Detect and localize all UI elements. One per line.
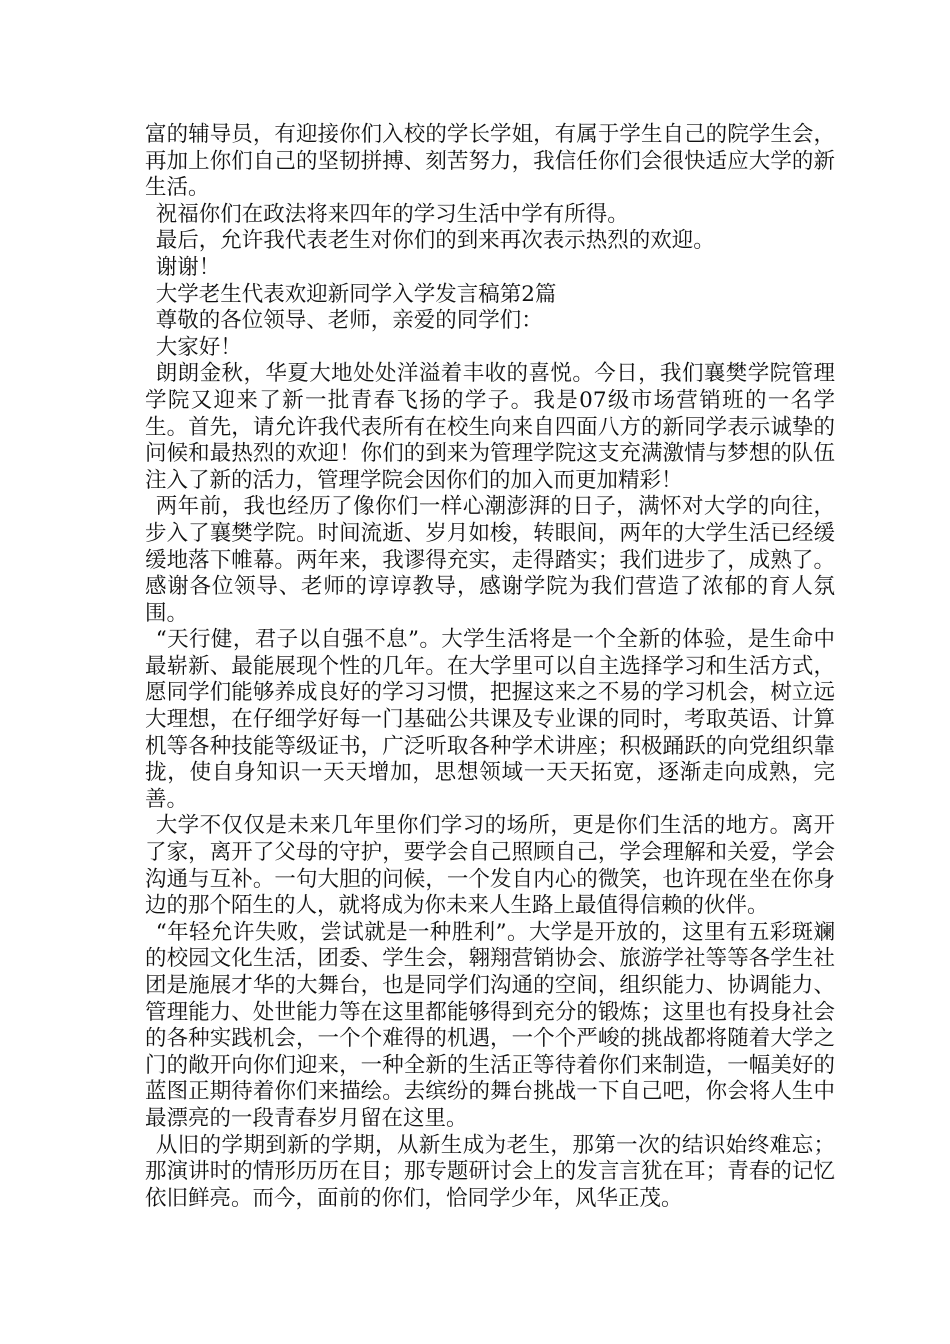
greeting: 大家好！ xyxy=(155,334,242,360)
paragraph-autumn: 朗朗金秋，华夏大地处处洋溢着丰收的喜悦。今日，我们襄樊学院管理学院又迎来了新一批青春飞扬的学子。我是07级市场营销班的一名学生。首先，请允许我代表所有在校生向来自四面八方的新同学表示诚挚的问候和最热烈的欢迎！你们的到来为管理学院这支充满激情与梦想的队伍注入了新的活力，管理学院会因你们的加入而更加精彩！ xyxy=(145,361,835,493)
paragraph-university-life: 大学不仅仅是未来几年里你们学习的场所，更是你们生活的地方。离开了家，离开了父母的守护，要学会自己照顾自己，学会理解和关爱，学会沟通与互补。一句大胆的问候，一个发自内心的微笑，也许现在坐在你身边的那个陌生的人，就将成为你未来人生路上最值得信赖的伙伴。 xyxy=(145,813,835,919)
paragraph-self-improvement: “天行健，君子以自强不息”。大学生活将是一个全新的体验，是生命中最崭新、最能展现个性的几年。在大学里可以自主选择学习和生活方式，愿同学们能够养成良好的学习习惯，把握这来之不易的学习机会，树立远大理想，在仔细学好每一门基础公共课及专业课的同时，考取英语、计算机等各种技能等级证书，广泛听取各种学术讲座；积极踊跃的向党组织靠拢，使自身知识一天天增加，思想领域一天天拓宽，逐渐走向成熟，完善。 xyxy=(145,627,835,812)
paragraph-welcome-again: 最后，允许我代表老生对你们的到来再次表示热烈的欢迎。 xyxy=(155,228,715,254)
document-page xyxy=(145,122,835,1212)
paragraph-continuation: 富的辅导员，有迎接你们入校的学长学姐，有属于学生自己的院学生会，再加上你们自己的坚韧拼搏、刻苦努力，我信任你们会很快适应大学的新生活。 xyxy=(145,122,835,201)
paragraph-memories: 从旧的学期到新的学期，从新生成为老生，那第一次的结识始终难忘；那演讲时的情形历历在目；那专题研讨会上的发言言犹在耳；青春的记忆依旧鲜亮。而今，面前的你们，恰同学少年，风华正茂。 xyxy=(145,1132,835,1211)
paragraph-thanks: 谢谢！ xyxy=(155,254,221,280)
paragraph-blessing: 祝福你们在政法将来四年的学习生活中学有所得。 xyxy=(155,201,629,227)
paragraph-two-years-ago: 两年前，我也经历了像你们一样心潮澎湃的日子，满怀对大学的向往，步入了襄樊学院。时间流逝、岁月如梭，转眼间，两年的大学生活已经缓缓地落下帷幕。两年来，我谬得充实，走得踏实；我们进步了，成熟了。感谢各位领导、老师的谆谆教导，感谢学院为我们营造了浓郁的育人氛围。 xyxy=(145,494,835,626)
section-heading: 大学老生代表欢迎新同学入学发言稿第2篇 xyxy=(155,281,557,307)
paragraph-youth-failure: “年轻允许失败，尝试就是一种胜利”。大学是开放的，这里有五彩斑斓的校园文化生活，团委、学生会，翱翔营销协会、旅游学社等等各学生社团是施展才华的大舞台，也是同学们沟通的空间，组织能力、协调能力、管理能力、处世能力等在这里都能够得到充分的锻炼；这里也有投身社会的各种实践机会，一个个难得的机遇，一个个严峻的挑战都将随着大学之门的敞开向你们迎来，一种全新的生活正等待着你们来制造，一幅美好的蓝图正期待着你们来描绘。去缤纷的舞台挑战一下自己吧，你会将人生中最漂亮的一段青春岁月留在这里。 xyxy=(145,919,835,1131)
salutation: 尊敬的各位领导、老师，亲爱的同学们： xyxy=(155,308,543,334)
